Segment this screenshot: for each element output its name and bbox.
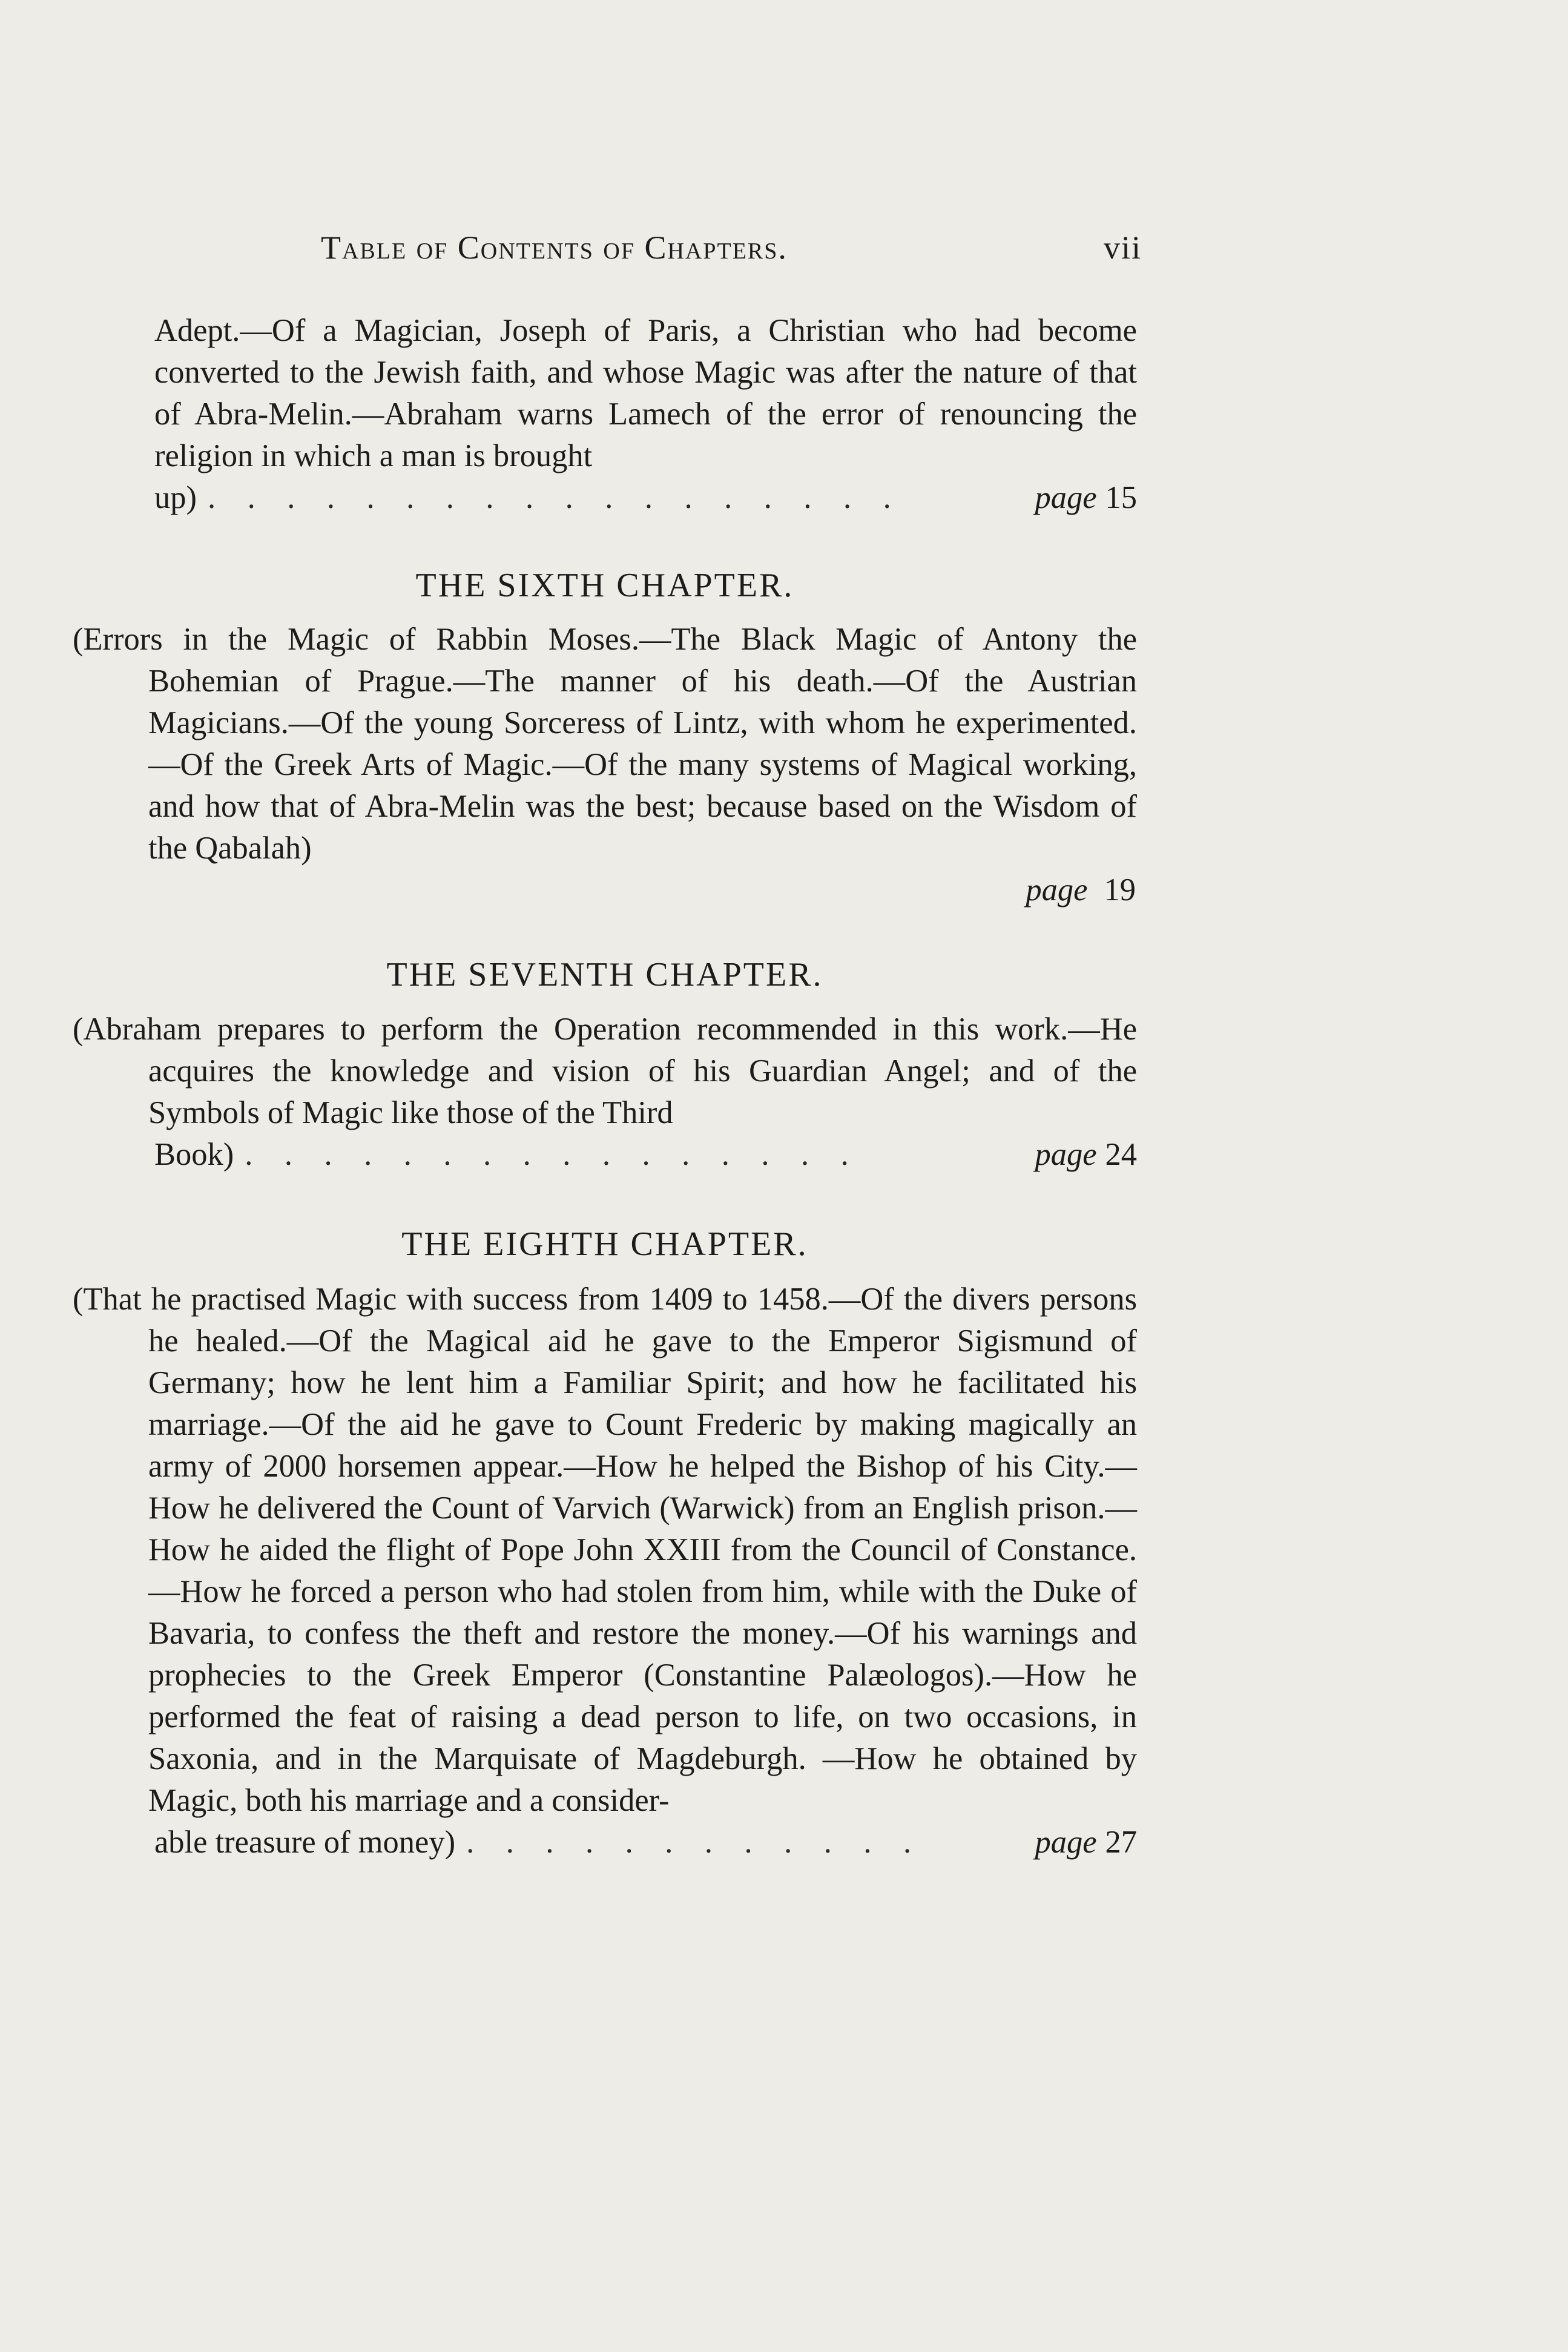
page-label: page — [1035, 1137, 1097, 1172]
continuation-last-line: up) — [154, 480, 197, 515]
running-head-title: Table of Contents of Chapters. — [321, 229, 788, 266]
chapter-five-continuation — [73, 310, 1137, 519]
chapter-sixth-page-ref — [73, 869, 1137, 911]
chapter-seventh-summary — [73, 1009, 1137, 1176]
chapter-seventh-page-ref — [73, 1134, 1137, 1176]
chapter-heading-seventh: THE SEVENTH CHAPTER. — [386, 956, 823, 993]
page-label: page — [1026, 872, 1088, 908]
chapter-sixth-text: (Errors in the Magic of Rabbin Moses.—The Black Magic of Antony the Bohemian of Prague.—The manner of his death.—Of the Austrian Magicians.—Of the young Sorceress of Lintz, with whom he experimented.—Of the Greek Arts of Magic.—Of the many systems of Magical working, and how that of Abra-Melin was the best; because based on the Wisdom of the Qabalah) — [73, 622, 1137, 866]
chapter-sixth-summary — [73, 619, 1137, 911]
continuation-page-ref — [73, 477, 1137, 519]
dot-leader: . . . . . . . . . . . . — [466, 1825, 912, 1860]
page-folio: vii — [1103, 229, 1142, 266]
dot-leader: . . . . . . . . . . . . . . . . — [245, 1137, 849, 1172]
chapter-eighth-last-line: able treasure of money) — [154, 1825, 456, 1860]
page-label: page — [1035, 480, 1097, 515]
chapter-seventh-last-line: Book) — [154, 1137, 234, 1172]
continuation-text: Adept.—Of a Magician, Joseph of Paris, a Christian who had become converted to the Jewish faith, and whose Magic was after the nature of that of Abra-Melin.—Abraham warns Lamech of the error of renouncing the religion in which a man is brought — [154, 313, 1137, 473]
running-head — [321, 229, 1142, 277]
chapter-eighth-page-ref — [73, 1822, 1137, 1863]
chapter-heading-eighth: THE EIGHTH CHAPTER. — [401, 1225, 808, 1263]
chapter-heading-sixth: THE SIXTH CHAPTER. — [415, 567, 794, 604]
chapter-eighth-summary — [73, 1279, 1137, 1863]
page-label: page — [1035, 1825, 1097, 1860]
page-number: 19 — [1104, 872, 1136, 908]
chapter-eighth-text: (That he practised Magic with success from 1409 to 1458.—Of the divers persons he healed.—Of the Magical aid he gave to the Emperor Sigismund of Germany; how he lent him a Familiar Spirit; and how he facilitated his marriage.—Of the aid he gave to Count Frederic by making magically an army of 2000 horsemen appear.—How he helped the Bishop of his City.—How he delivered the Count of Varvich (Warwick) from an English prison.—How he aided the flight of Pope John XXIII from the Council of Constance.—How he forced a person who had stolen from him, while with the Duke of Bavaria, to confess the theft and restore the money.—Of his warnings and prophecies to the Greek Emperor (Constantine Palæologos).—How he performed the feat of raising a dead person to life, on two occasions, in Saxonia, and in the Marquisate of Magdeburgh. —How he obtained by Magic, both his marriage and a consider- — [73, 1282, 1137, 1818]
dot-leader: . . . . . . . . . . . . . . . . . . — [207, 480, 891, 515]
page-number: 27 — [1105, 1825, 1137, 1860]
page-number: 15 — [1105, 480, 1137, 515]
page-number: 24 — [1105, 1137, 1137, 1172]
chapter-seventh-text: (Abraham prepares to perform the Operation recommended in this work.—He acquires the knowledge and vision of his Guardian Angel; and of the Symbols of Magic like those of the Third — [73, 1012, 1137, 1130]
